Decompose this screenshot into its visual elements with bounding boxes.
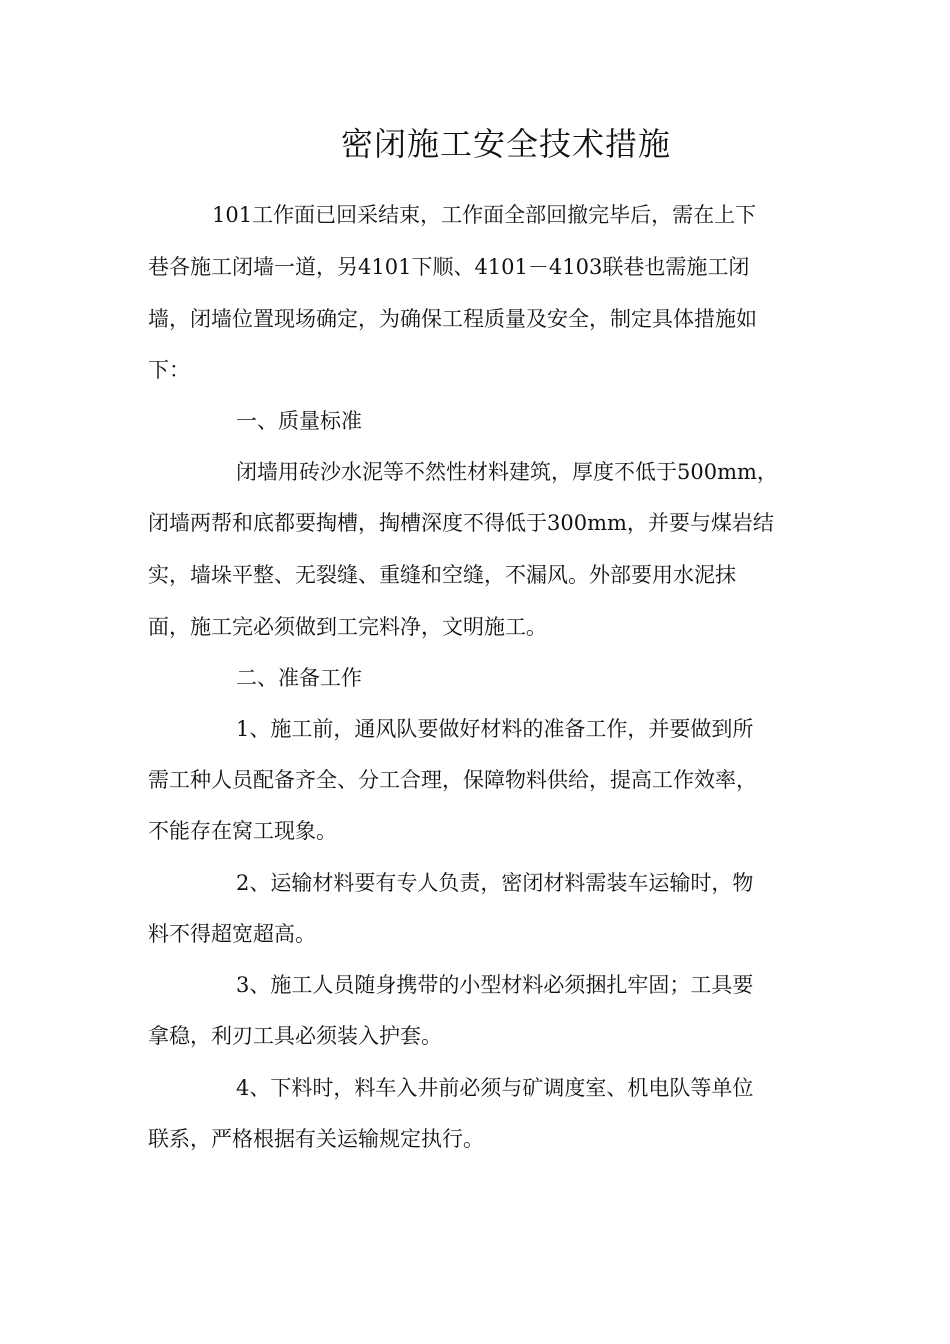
body-line: 联系，严格根据有关运输规定执行。 <box>148 1127 484 1151</box>
body-line: 2、运输材料要有专人负责，密闭材料需装车运输时，物 <box>236 871 754 895</box>
body-line: 闭墙用砖沙水泥等不然性材料建筑，厚度不低于500mm， <box>236 460 778 484</box>
body-line: 4、下料时，料车入井前必须与矿调度室、机电队等单位 <box>236 1076 754 1100</box>
body-line: 面，施工完必须做到工完料净，文明施工。 <box>148 615 547 639</box>
section-heading: 二、准备工作 <box>236 666 362 690</box>
body-line: 墙，闭墙位置现场确定，为确保工程质量及安全，制定具体措施如 <box>148 307 757 331</box>
body-line: 巷各施工闭墙一道，另4101下顺、4101－4103联巷也需施工闭 <box>148 255 750 279</box>
body-line: 料不得超宽超高。 <box>148 922 316 946</box>
document-title: 密闭施工安全技术措施 <box>340 125 671 163</box>
body-line: 拿稳，利刃工具必须装入护套。 <box>148 1024 442 1048</box>
body-line: 101工作面已回采结束，工作面全部回撤完毕后，需在上下 <box>212 203 757 227</box>
body-line: 下： <box>148 358 190 382</box>
body-line: 3、施工人员随身携带的小型材料必须捆扎牢固；工具要 <box>236 973 754 997</box>
body-line: 1、施工前，通风队要做好材料的准备工作，并要做到所 <box>236 717 754 741</box>
body-line: 实，墙垛平整、无裂缝、重缝和空缝，不漏风。外部要用水泥抹 <box>148 563 736 587</box>
body-line: 不能存在窝工现象。 <box>148 819 337 843</box>
body-line: 闭墙两帮和底都要掏槽，掏槽深度不得低于300mm，并要与煤岩结 <box>148 511 774 535</box>
body-line: 需工种人员配备齐全、分工合理，保障物料供给，提高工作效率， <box>148 768 757 792</box>
section-heading: 一、质量标准 <box>236 409 362 433</box>
